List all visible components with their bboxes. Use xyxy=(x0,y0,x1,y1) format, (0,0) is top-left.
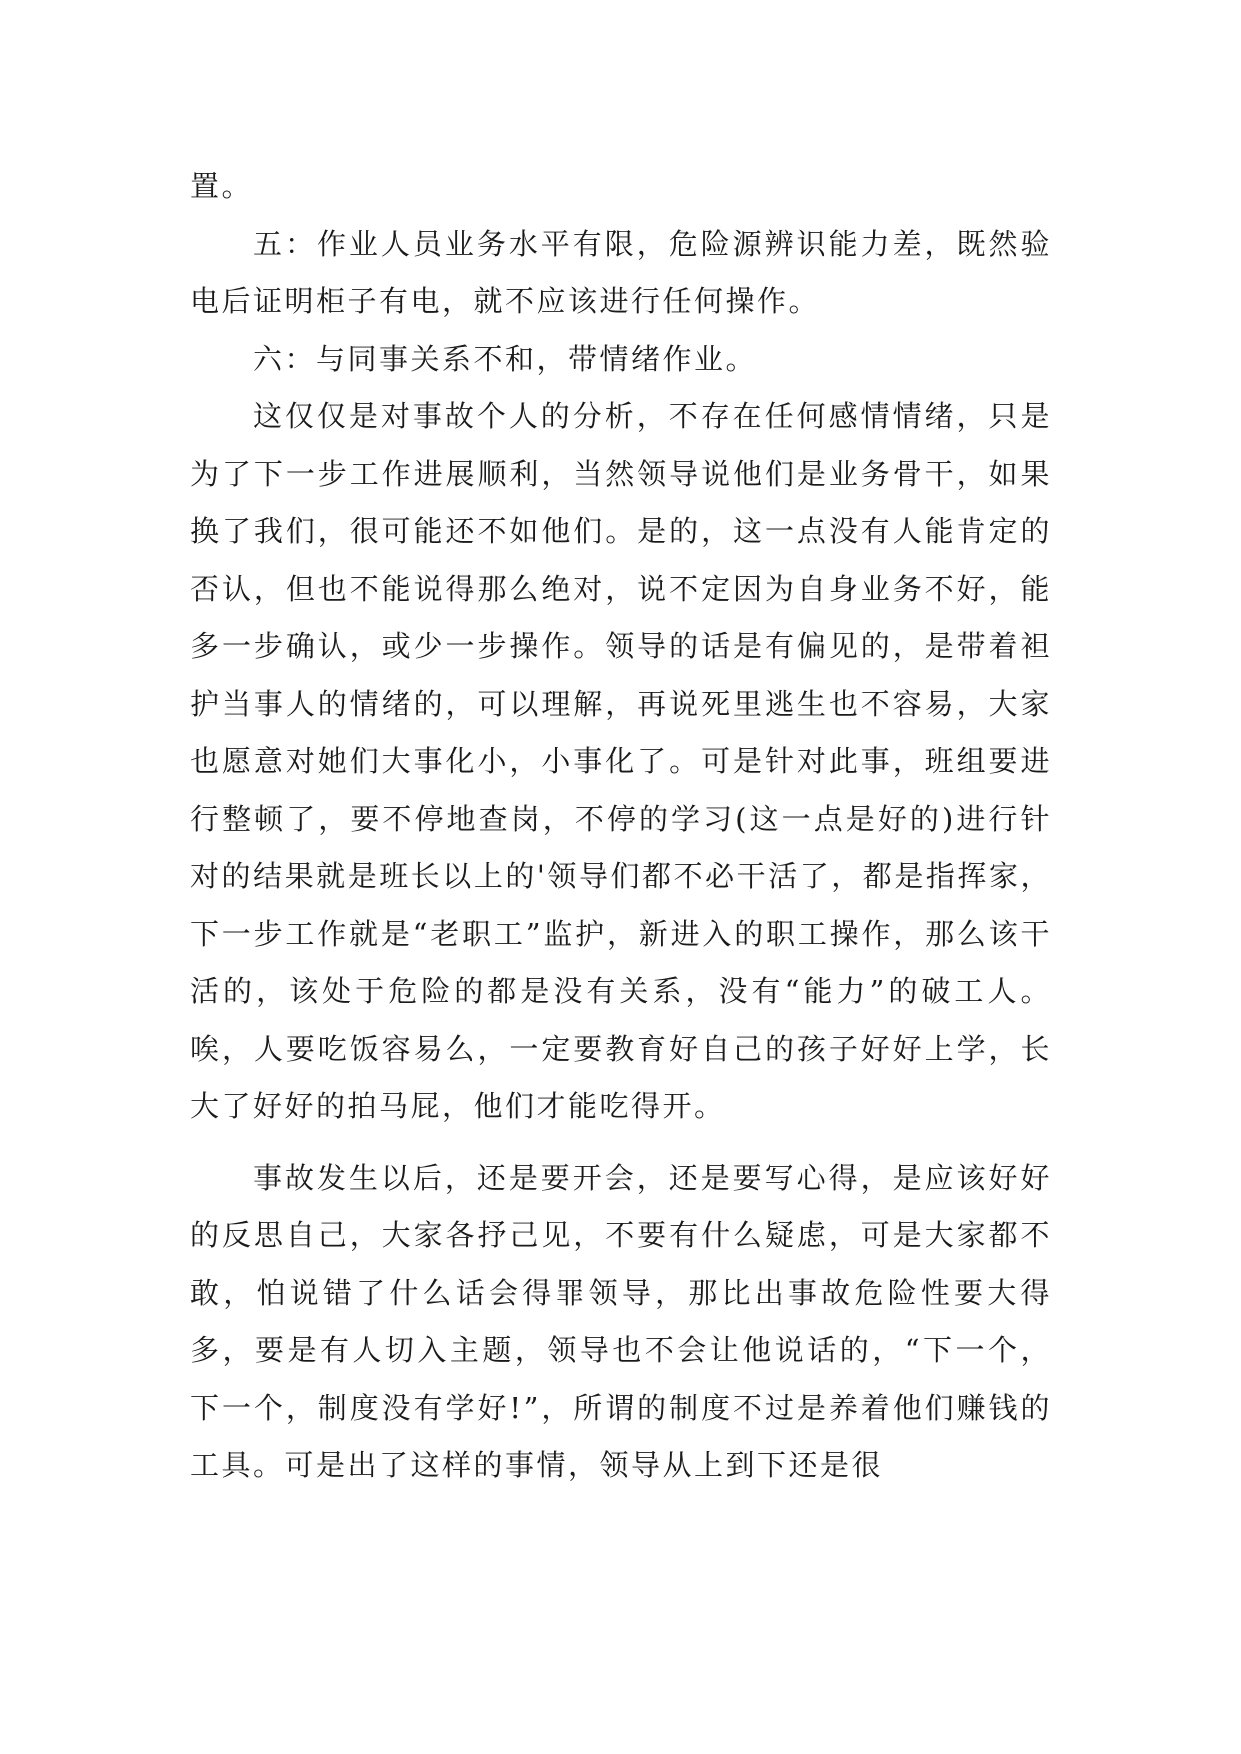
document-body xyxy=(190,158,1052,1495)
paragraph-continuation: 置。 xyxy=(190,169,254,203)
paragraph-analysis: 这仅仅是对事故个人的分析，不存在任何感情情绪，只是为了下一步工作进展顺利，当然领导说他们是业务骨干，如果换了我们，很可能还不如他们。是的，这一点没有人能肯定的否认，但也不能说得那么绝对，说不定因为自身业务不好，能多一步确认，或少一步操作。领导的话是有偏见的，是带着袒护当事人的情绪的，可以理解，再说死里逃生也不容易，大家也愿意对她们大事化小，小事化了。可是针对此事，班组要进行整顿了，要不停地查岗，不停的学习(这一点是好的)进行针对的结果就是班长以上的'领导们都不必干活了，都是指挥家，下一步工作就是“老职工”监护，新进入的职工操作，那么该干活的，该处于危险的都是没有关系，没有“能力”的破工人。唉，人要吃饭容易么，一定要教育好自己的孩子好好上学，长大了好好的拍马屁，他们才能吃得开。 xyxy=(190,399,1052,1123)
paragraph-item-five: 五：作业人员业务水平有限，危险源辨识能力差，既然验电后证明柜子有电，就不应该进行任何操作。 xyxy=(190,226,1052,318)
paragraph-aftermath: 事故发生以后，还是要开会，还是要写心得，是应该好好的反思自己，大家各抒己见，不要有什么疑虑，可是大家都不敢，怕说错了什么话会得罪领导，那比出事故危险性要大得多，要是有人切入主题，领导也不会让他说话的，“下一个，下一个，制度没有学好!”，所谓的制度不过是养着他们赚钱的工具。可是出了这样的事情，领导从上到下还是很 xyxy=(190,1160,1052,1482)
paragraph-item-six: 六：与同事关系不和，带情绪作业。 xyxy=(253,341,758,376)
